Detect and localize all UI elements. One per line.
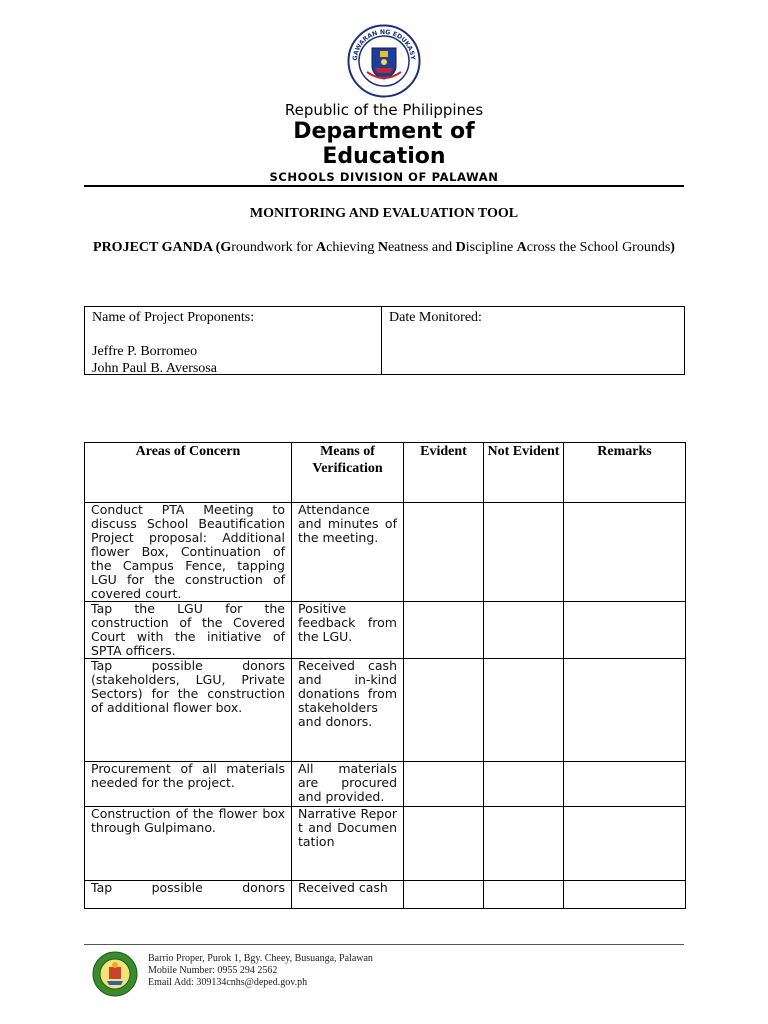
acronym-word-rest: chieving	[326, 240, 378, 255]
area-of-concern-cell: Tap possible donors	[85, 881, 292, 909]
evident-cell[interactable]	[404, 602, 484, 659]
project-close-paren: )	[670, 240, 675, 255]
means-of-verification-cell: Attendance and minutes of the meeting.	[292, 503, 404, 602]
acronym-word-rest: iscipline	[465, 240, 517, 255]
tool-title: MONITORING AND EVALUATION TOOL	[249, 206, 519, 221]
column-header-means: Means of Verification	[292, 443, 404, 503]
remarks-cell[interactable]	[564, 503, 686, 602]
acronym-word-rest: cross the School Grounds	[526, 240, 671, 255]
republic-heading: Republic of the Philippines	[284, 101, 484, 119]
column-header-not-evident: Not Evident	[484, 443, 564, 503]
evident-cell[interactable]	[404, 807, 484, 881]
not-evident-cell[interactable]	[484, 807, 564, 881]
header-divider	[84, 185, 684, 187]
project-info-box	[84, 306, 685, 375]
column-header-areas: Areas of Concern	[85, 443, 292, 503]
division-heading: SCHOOLS DIVISION OF PALAWAN	[269, 170, 499, 182]
evaluation-table	[84, 442, 686, 909]
department-heading	[0, 119, 768, 169]
acronym-letter: A	[315, 240, 327, 255]
not-evident-cell[interactable]	[484, 881, 564, 909]
department-line-2: Education	[322, 144, 446, 169]
area-of-concern-cell: Tap possible donors (stakeholders, LGU, Private Sectors) for the construction of additional flower box.	[85, 659, 292, 762]
area-of-concern-cell: Conduct PTA Meeting to discuss School Beautification Project proposal: Additional flower Box, Continuation of the Campus Fence, tapping LGU for the construction of covered court.	[85, 503, 292, 602]
proponent-name: John Paul B. Aversosa	[92, 361, 217, 376]
footer-divider	[84, 944, 684, 945]
not-evident-cell[interactable]	[484, 762, 564, 807]
acronym-letter: G	[220, 240, 232, 255]
table-row	[85, 503, 686, 602]
department-line-1: Department of	[293, 119, 475, 144]
footer-mobile: Mobile Number: 0955 294 2562	[148, 965, 278, 976]
footer-contact	[148, 953, 373, 989]
means-of-verification-cell: Narrative Report and Documentation	[292, 807, 404, 881]
acronym-word-rest: roundwork for	[231, 240, 316, 255]
remarks-cell[interactable]	[564, 659, 686, 762]
table-row	[85, 602, 686, 659]
column-header-remarks: Remarks	[564, 443, 686, 503]
means-of-verification-cell: Positive feedback from the LGU.	[292, 602, 404, 659]
not-evident-cell[interactable]	[484, 659, 564, 762]
date-monitored-label: Date Monitored:	[389, 310, 482, 325]
remarks-cell[interactable]	[564, 881, 686, 909]
acronym-word-rest: eatness and	[387, 240, 456, 255]
deped-seal-logo	[347, 24, 421, 98]
means-of-verification-cell: Received cash and in-kind donations from stakeholders and donors.	[292, 659, 404, 762]
evident-cell[interactable]	[404, 659, 484, 762]
footer-email: Email Add: 309134cnhs@deped.gov.ph	[148, 977, 308, 988]
evident-cell[interactable]	[404, 762, 484, 807]
acronym-letter: N	[377, 240, 388, 255]
proponent-name: Jeffre P. Borromeo	[92, 344, 198, 359]
remarks-cell[interactable]	[564, 762, 686, 807]
date-monitored-cell	[382, 307, 684, 374]
proponents-cell	[85, 307, 382, 374]
school-logo	[92, 951, 138, 997]
remarks-cell[interactable]	[564, 602, 686, 659]
acronym-letter: D	[455, 240, 466, 255]
seal-text: GAWARAN NG EDUKASY	[351, 28, 417, 61]
table-row	[85, 807, 686, 881]
project-title	[84, 239, 684, 256]
evident-cell[interactable]	[404, 503, 484, 602]
area-of-concern-cell: Tap the LGU for the construction of the Covered Court with the initiative of SPTA officers.	[85, 602, 292, 659]
evident-cell[interactable]	[404, 881, 484, 909]
table-row	[85, 881, 686, 909]
project-name: PROJECT GANDA (	[93, 240, 221, 255]
area-of-concern-cell: Construction of the flower box through Gulpimano.	[85, 807, 292, 881]
footer-address: Barrio Proper, Purok 1, Bgy. Cheey, Busuanga, Palawan	[148, 953, 373, 964]
area-of-concern-cell: Procurement of all materials needed for the project.	[85, 762, 292, 807]
acronym-letter: A	[516, 240, 527, 255]
not-evident-cell[interactable]	[484, 503, 564, 602]
means-of-verification-cell: All materials are procured and provided.	[292, 762, 404, 807]
not-evident-cell[interactable]	[484, 602, 564, 659]
table-row	[85, 762, 686, 807]
division-heading-wrap	[0, 168, 768, 182]
means-of-verification-cell: Received cash	[292, 881, 404, 909]
project-acronym-expansion	[220, 240, 670, 255]
remarks-cell[interactable]	[564, 807, 686, 881]
table-row	[85, 659, 686, 762]
column-header-evident: Evident	[404, 443, 484, 503]
proponents-label: Name of Project Proponents:	[92, 310, 255, 325]
table-header-row	[85, 443, 686, 503]
